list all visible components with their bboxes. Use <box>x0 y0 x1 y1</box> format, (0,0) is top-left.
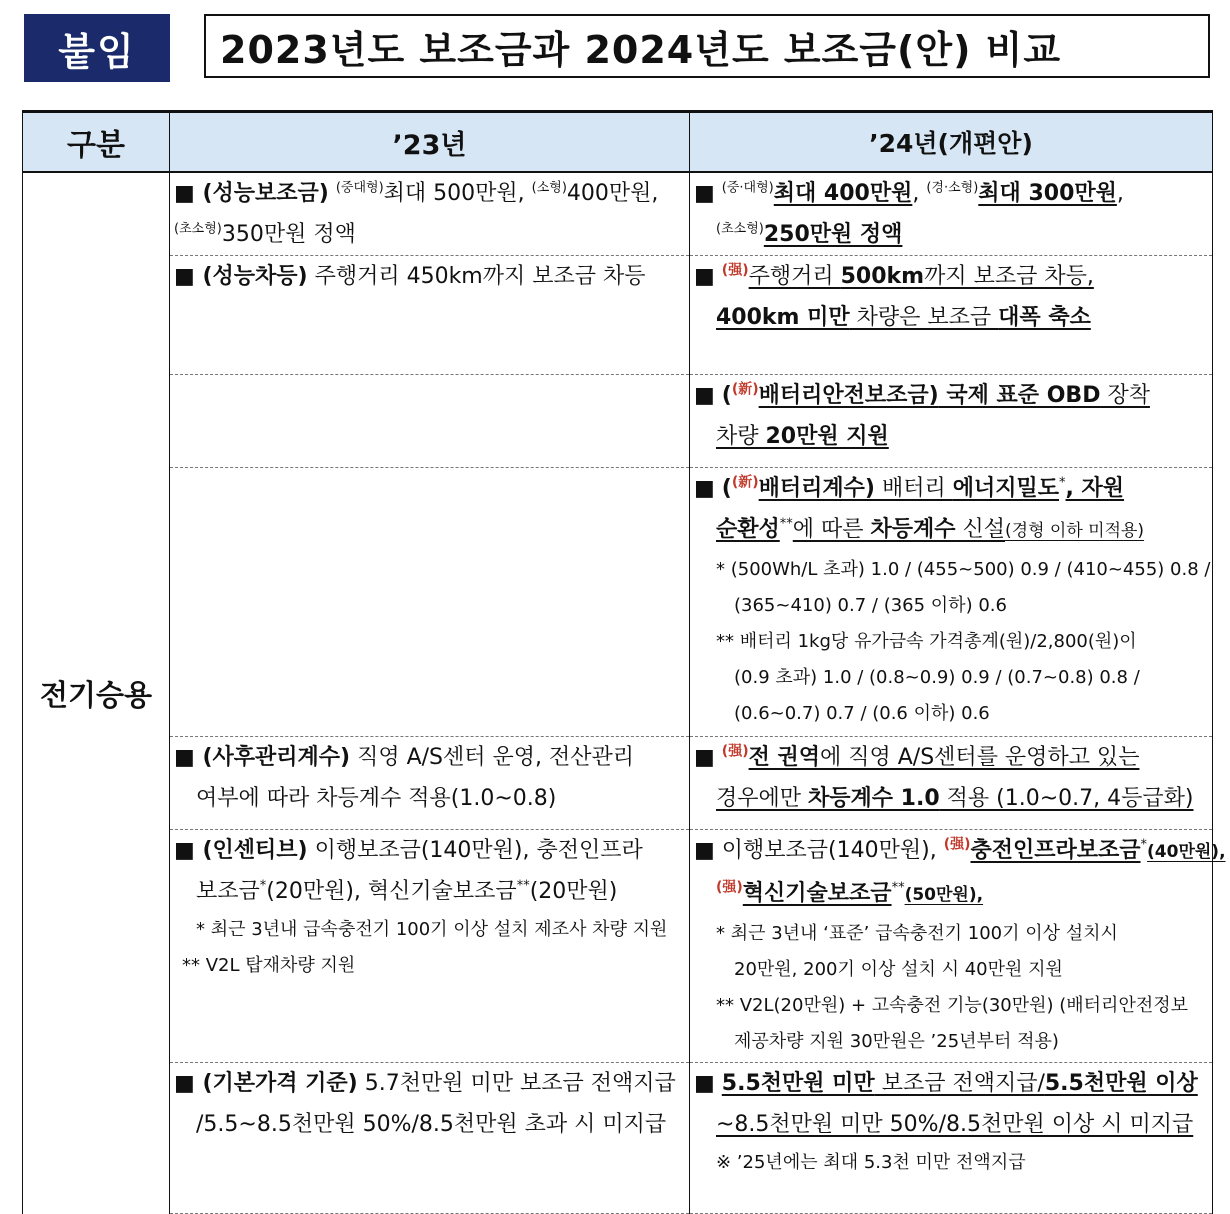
text: 에 따른 <box>792 517 871 542</box>
text: 차등계수 1.0 <box>808 786 940 811</box>
footnote-mark: * <box>1059 475 1066 491</box>
text: 400만원, <box>566 181 659 206</box>
text: 최대 300만원 <box>978 181 1117 206</box>
text: (40만원), <box>1147 842 1226 862</box>
footnote: 제공차량 지원 30만원은 ’25년부터 적용) <box>734 1031 1059 1052</box>
text: 최대 500만원, <box>383 181 525 206</box>
footnote-mark: ** <box>516 878 530 894</box>
text: 5.7천만원 미만 보조금 전액지급 <box>357 1071 676 1096</box>
footnote: * 최근 3년내 급속충전기 100기 이상 설치 제조사 차량 지원 <box>196 919 668 940</box>
footnote-mark: * <box>1140 837 1148 853</box>
text: 배터리 <box>874 476 953 501</box>
cell-2023-empty <box>170 375 690 468</box>
text: 5.5천만원 미만 <box>721 1071 875 1096</box>
bullet: ■ <box>694 181 715 206</box>
text: ( <box>721 476 732 501</box>
strengthened-stamp: (强) <box>721 743 749 760</box>
text: 차량 <box>716 424 766 449</box>
footnote: (0.9 초과) 1.0 / (0.8~0.9) 0.9 / (0.7~0.8) 0.8 / <box>734 667 1140 688</box>
text: 대폭 축소 <box>998 305 1091 330</box>
bullet: ■ <box>694 476 715 501</box>
tag: (중·대형) <box>721 180 774 196</box>
footnote: ** V2L(20만원) + 고속충전 기능(30만원) (배터리안전정보 <box>716 995 1188 1016</box>
cell-2024 <box>690 468 1213 737</box>
text: 400km 미만 <box>716 305 850 330</box>
text: 20만원 지원 <box>765 424 889 449</box>
table-row <box>23 375 1213 468</box>
text: 250만원 정액 <box>763 222 903 247</box>
text: 적용 (1.0~0.7, 4등급화) <box>939 786 1194 811</box>
text: 차등계수 <box>870 517 956 542</box>
text: 혁신기술보조금 <box>742 881 892 906</box>
text: 신설 <box>955 517 1006 542</box>
table-row <box>23 256 1213 375</box>
text: 국제 표준 OBD <box>938 383 1101 408</box>
footnote-mark: ** <box>779 516 793 532</box>
footnote: * (500Wh/L 초과) 1.0 / (455~500) 0.9 / (410~455) 0.8 / <box>716 559 1211 580</box>
cell-2023 <box>170 172 690 256</box>
comparison-table <box>22 110 1226 1214</box>
tag: (초소형) <box>174 221 222 237</box>
tag: (초소형) <box>716 221 764 237</box>
text: 보조금 전액지급/ <box>874 1071 1045 1096</box>
text: , <box>912 181 920 206</box>
text: ~8.5천만원 미만 50%/8.5천만원 이상 시 미지급 <box>716 1112 1194 1137</box>
footnote: ** 배터리 1kg당 유가금속 가격총계(원)/2,800(원)이 <box>716 631 1137 652</box>
text: 장착 <box>1100 383 1150 408</box>
text: 직영 A/S센터 운영, 전산관리 <box>350 745 634 770</box>
cell-2024 <box>690 172 1213 256</box>
cell-2024 <box>690 375 1213 468</box>
table-row <box>23 830 1213 1063</box>
table-row <box>23 172 1213 256</box>
attachment-label: 붙임 <box>24 14 170 82</box>
cell-2023 <box>170 256 690 375</box>
footnote: (365~410) 0.7 / (365 이하) 0.6 <box>734 595 1007 616</box>
text: 순환성 <box>716 517 780 542</box>
new-stamp: (新) <box>731 474 759 491</box>
item-title: 배터리안전보조금) <box>758 383 939 408</box>
footnote: (0.6~0.7) 0.7 / (0.6 이하) 0.6 <box>734 703 990 724</box>
text: 까지 보조금 차등, <box>924 264 1094 289</box>
item-title: 배터리계수) <box>758 476 875 501</box>
footnote: 20만원, 200기 이상 설치 시 40만원 지원 <box>734 959 1063 980</box>
text: (20만원), 혁신기술보조금 <box>266 879 517 904</box>
header-2023: ’23년 <box>170 112 690 173</box>
tag: (중대형) <box>335 180 384 196</box>
item-title: ■ (사후관리계수) <box>174 745 351 770</box>
bullet: ■ <box>694 1071 715 1096</box>
tag: (경·소형) <box>926 180 979 196</box>
text: 주행거리 450km까지 보조금 차등 <box>307 264 646 289</box>
text: 여부에 따라 차등계수 적용(1.0~0.8) <box>196 786 557 811</box>
table-row <box>23 737 1213 830</box>
footnote: ** V2L 탑재차량 지원 <box>182 955 356 976</box>
text: 주행거리 <box>748 264 841 289</box>
text: , <box>1116 181 1124 206</box>
footnote-mark: ** <box>891 880 905 896</box>
cell-2023 <box>170 830 690 1063</box>
strengthened-stamp: (强) <box>721 262 749 279</box>
text: 5.5천만원 이상 <box>1044 1071 1198 1096</box>
cell-2023-empty <box>170 468 690 737</box>
tag: (소형) <box>531 180 567 196</box>
text: (경형 이하 미적용) <box>1005 521 1145 541</box>
item-title: ■ (성능보조금) <box>174 181 329 206</box>
text: , 자원 <box>1065 476 1125 501</box>
bullet: ■ <box>694 745 715 770</box>
title-text: 2023년도 보조금과 2024년도 보조금(안) 비교 <box>220 27 1062 72</box>
page-title <box>204 14 1210 78</box>
cell-2024 <box>690 256 1213 375</box>
text: 경우에만 <box>716 786 809 811</box>
text: (50만원), <box>904 885 984 905</box>
text: 이행보조금(140만원), 충전인프라 <box>307 838 643 863</box>
strengthened-stamp: (强) <box>943 836 971 853</box>
text: 전 권역 <box>748 745 821 770</box>
cell-2024 <box>690 1063 1213 1214</box>
table-row <box>23 468 1213 737</box>
new-stamp: (新) <box>731 381 759 398</box>
cell-2023 <box>170 737 690 830</box>
table-header-row <box>23 112 1213 173</box>
text: (20만원) <box>529 879 618 904</box>
text: 350만원 정액 <box>221 222 356 247</box>
text: /5.5~8.5천만원 50%/8.5천만원 초과 시 미지급 <box>196 1112 667 1137</box>
cell-2024 <box>690 737 1213 830</box>
text: 에너지밀도 <box>952 476 1059 501</box>
text: 보조금 <box>196 879 260 904</box>
category-cell: 전기승용 <box>23 172 170 1214</box>
text: 500km <box>840 264 925 289</box>
text: ( <box>721 383 732 408</box>
cell-2024 <box>690 830 1226 1063</box>
cell-2023 <box>170 1063 690 1214</box>
item-title: ■ (성능차등) <box>174 264 308 289</box>
table-row <box>23 1063 1213 1214</box>
footnote: * 최근 3년내 ‘표준’ 급속충전기 100기 이상 설치시 <box>716 923 1118 944</box>
text: 에 직영 A/S센터를 운영하고 있는 <box>820 745 1140 770</box>
text: 차량은 보조금 <box>849 305 999 330</box>
bullet: ■ <box>694 383 715 408</box>
header-category: 구분 <box>23 112 170 173</box>
header-2024: ’24년(개편안) <box>690 112 1213 173</box>
text: 충전인프라보조금 <box>970 838 1141 863</box>
item-title: ■ (기본가격 기준) <box>174 1071 358 1096</box>
strengthened-stamp: (强) <box>716 879 743 896</box>
footnote: ※ ’25년에는 최대 5.3천 미만 전액지급 <box>716 1152 1026 1173</box>
bullet: ■ <box>694 264 715 289</box>
footnote-mark: * <box>259 878 267 894</box>
text: ■ 이행보조금(140만원), <box>694 838 937 863</box>
item-title: ■ (인센티브) <box>174 838 308 863</box>
text: 최대 400만원 <box>773 181 913 206</box>
